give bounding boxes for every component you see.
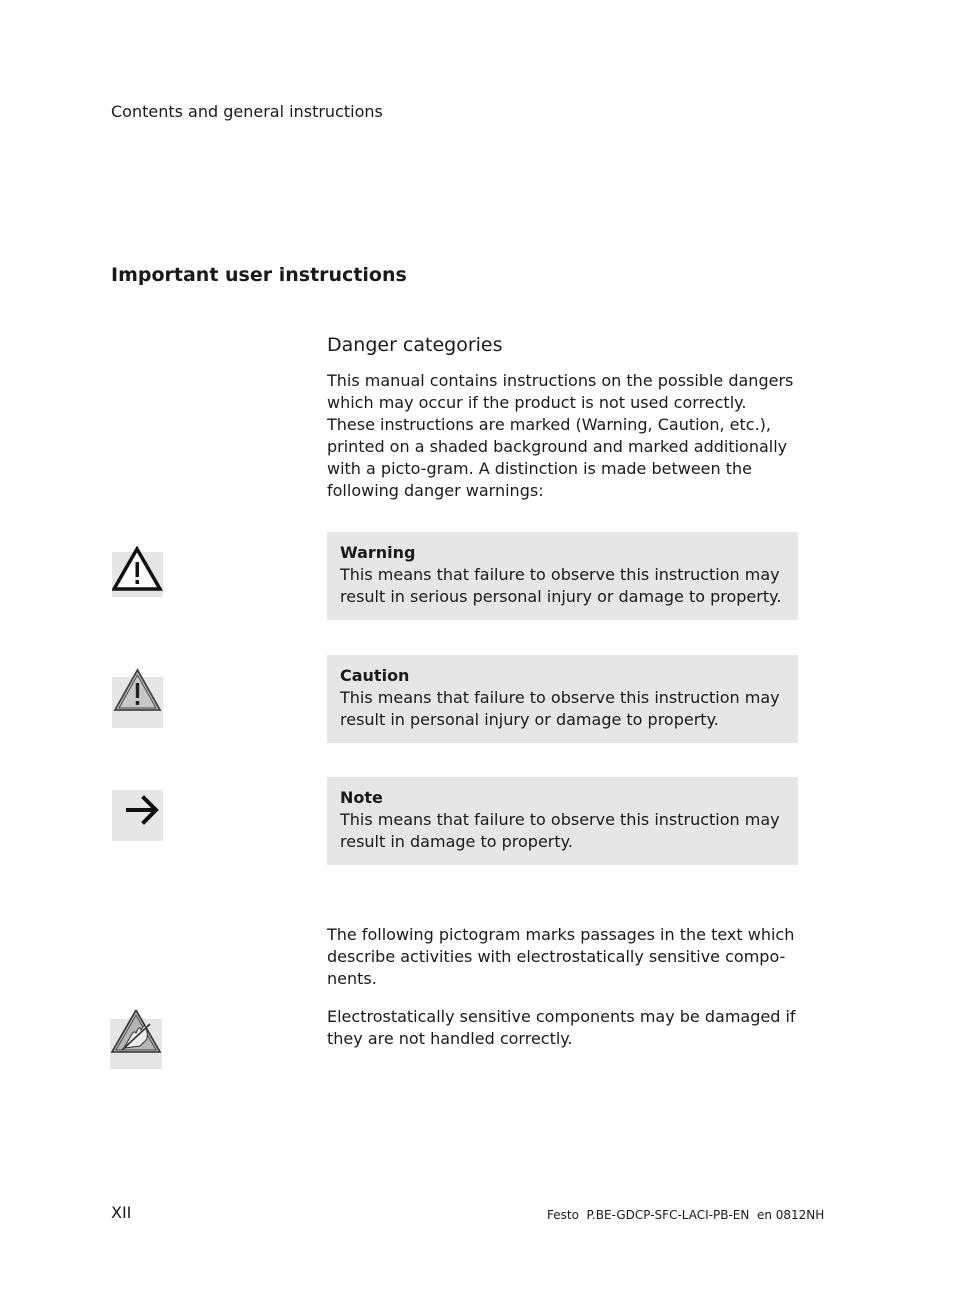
running-head: Contents and general instructions bbox=[111, 102, 383, 121]
caution-triangle-icon bbox=[112, 668, 163, 719]
caution-label: Caution bbox=[340, 666, 410, 685]
intro-paragraph: This manual contains instructions on the possible dangers which may occur if the product is not used correctly. These instructions are marked (Warning, Caution, etc.), printed on a shaded background and marked additionally with a picto-gram. A distinction is made between the following danger warnings: bbox=[327, 371, 794, 500]
arrow-right-icon bbox=[112, 784, 163, 835]
esd-paragraph-2: Electrostatically sensitive components may be damaged if they are not handled correctly. bbox=[327, 1007, 796, 1048]
warning-box bbox=[327, 532, 798, 620]
warning-label: Warning bbox=[340, 543, 416, 562]
warning-text: This means that failure to observe this instruction may result in serious personal injury or damage to property. bbox=[340, 565, 782, 606]
page-number: XII bbox=[111, 1203, 132, 1222]
subheading: Danger categories bbox=[327, 334, 503, 356]
warning-triangle-icon bbox=[112, 546, 163, 597]
caution-box bbox=[327, 655, 798, 743]
note-label: Note bbox=[340, 788, 383, 807]
caution-text: This means that failure to observe this instruction may result in personal injury or damage to property. bbox=[340, 688, 780, 729]
document-reference: Festo P.BE-GDCP-SFC-LACI-PB-EN en 0812NH bbox=[547, 1208, 825, 1222]
section-title: Important user instructions bbox=[111, 264, 407, 286]
esd-paragraph-1: The following pictogram marks passages in the text which describe activities with electrostatically sensitive compo-nents. bbox=[327, 925, 795, 988]
note-text: This means that failure to observe this instruction may result in damage to property. bbox=[340, 810, 780, 851]
esd-hand-icon bbox=[110, 1010, 162, 1070]
note-box bbox=[327, 777, 798, 865]
